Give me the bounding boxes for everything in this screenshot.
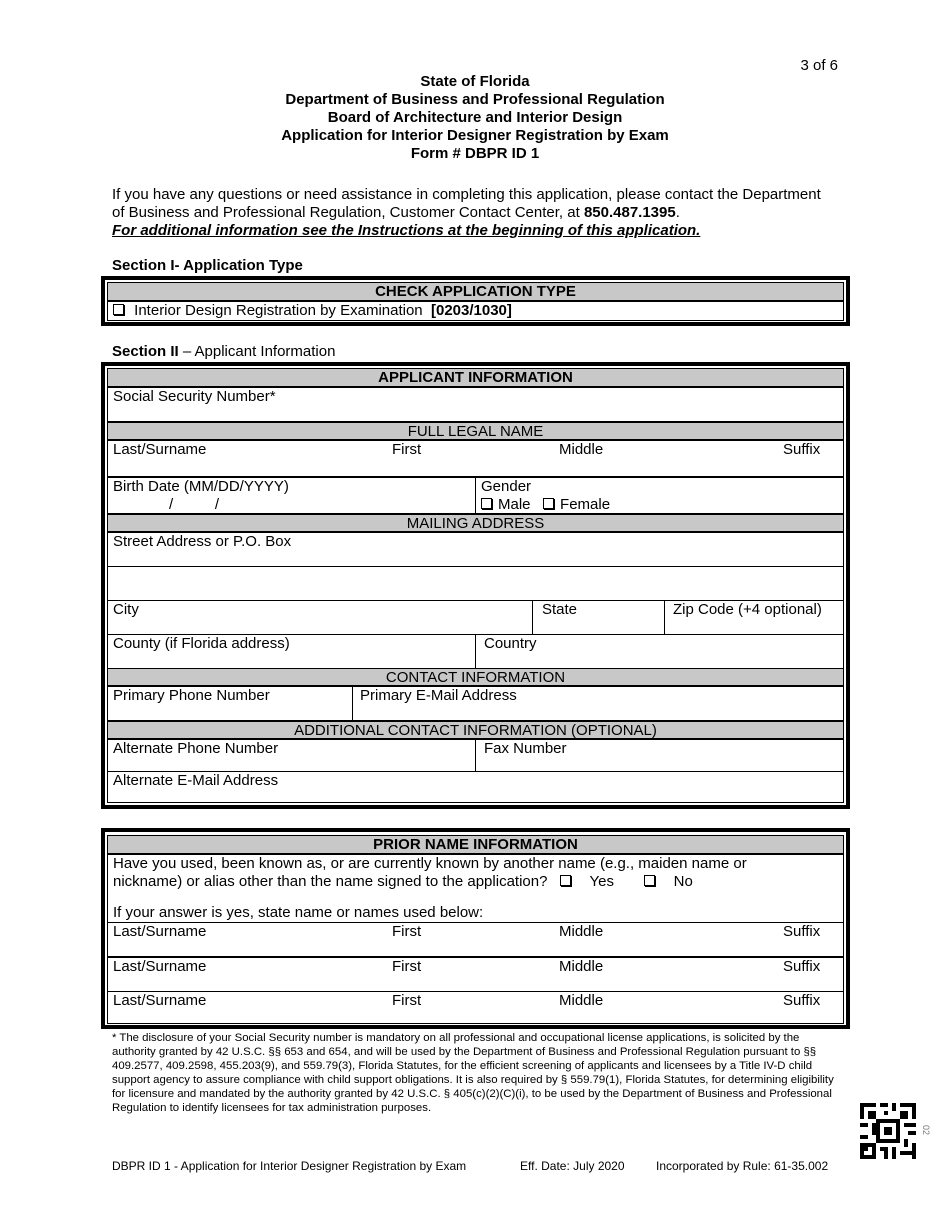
applicant-information-box	[101, 362, 850, 809]
prior-last-name-label: Last/Surname	[113, 958, 207, 975]
prior-name-instruction: If your answer is yes, state name or names used below:	[113, 904, 484, 921]
gender-male-label: Male	[498, 496, 531, 513]
ssn-label: Social Security Number*	[113, 388, 276, 405]
birth-date-field[interactable]	[107, 477, 476, 514]
ssn-field[interactable]	[107, 387, 844, 422]
prior-name-question	[107, 854, 844, 923]
form-header	[0, 73, 950, 163]
contact-phone: 850.487.1395	[583, 204, 676, 221]
gender-male-checkbox[interactable]	[481, 498, 492, 509]
full-legal-name-band: FULL LEGAL NAME	[107, 422, 844, 440]
page-number: 3 of 6	[800, 57, 838, 74]
state-label: State	[542, 601, 578, 618]
header-state: State of Florida	[420, 73, 530, 90]
header-application-title: Application for Interior Designer Registration by Exam	[281, 127, 669, 144]
prior-middle-name-label: Middle	[559, 958, 604, 975]
gender-field	[475, 477, 844, 514]
zip-code-label: Zip Code (+4 optional)	[673, 601, 822, 618]
legal-name-field[interactable]	[107, 440, 844, 477]
footer-rule: Incorporated by Rule: 61-35.002	[656, 1159, 829, 1173]
county-field[interactable]	[107, 634, 476, 669]
footer-form-title: DBPR ID 1 - Application for Interior Designer Registration by Exam	[112, 1159, 467, 1173]
application-type-code: [0203/1030]	[431, 302, 512, 319]
prior-name-row[interactable]	[107, 957, 844, 992]
barcode-code: 02	[921, 1124, 932, 1136]
street-address-line-2[interactable]	[107, 566, 844, 601]
prior-last-name-label: Last/Surname	[113, 923, 207, 940]
prior-name-yes-label: Yes	[589, 873, 614, 890]
prior-suffix-label: Suffix	[783, 958, 821, 975]
section-1-title: Section I- Application Type	[112, 257, 303, 274]
mailing-address-band: MAILING ADDRESS	[107, 514, 844, 532]
contact-information-band: CONTACT INFORMATION	[107, 668, 844, 686]
primary-phone-label: Primary Phone Number	[113, 687, 270, 704]
birth-date-slashes: / /	[169, 496, 220, 513]
prior-middle-name-label: Middle	[559, 992, 604, 1009]
prior-first-name-label: First	[392, 958, 422, 975]
section-2-title	[112, 343, 335, 360]
country-label: Country	[484, 635, 537, 652]
prior-first-name-label: First	[392, 923, 422, 940]
prior-name-no-label: No	[673, 873, 693, 890]
application-type-row	[107, 301, 844, 321]
city-label: City	[113, 601, 139, 618]
header-form-number: Form # DBPR ID 1	[410, 145, 540, 162]
fax-number-label: Fax Number	[484, 740, 567, 757]
prior-name-box	[101, 828, 850, 1029]
alternate-email-label: Alternate E-Mail Address	[113, 772, 279, 789]
prior-last-name-label: Last/Surname	[113, 992, 207, 1009]
primary-email-label: Primary E-Mail Address	[360, 687, 517, 704]
gender-female-label: Female	[560, 496, 611, 513]
header-board: Board of Architecture and Interior Design	[327, 109, 623, 126]
gender-female-checkbox[interactable]	[543, 498, 554, 509]
fax-number-field[interactable]	[475, 739, 844, 772]
primary-email-field[interactable]	[352, 686, 844, 721]
zip-code-field[interactable]	[664, 600, 844, 635]
prior-name-yes-checkbox[interactable]	[560, 875, 571, 886]
section-2-title-rest: – Applicant Information	[178, 343, 336, 360]
prior-name-no-checkbox[interactable]	[644, 875, 655, 886]
prior-middle-name-label: Middle	[559, 923, 604, 940]
prior-name-band: PRIOR NAME INFORMATION	[107, 835, 844, 854]
prior-suffix-label: Suffix	[783, 992, 821, 1009]
prior-name-question-line1: Have you used, been known as, or are currently known by another name (e.g., maiden name or	[113, 855, 747, 872]
country-field[interactable]	[475, 634, 844, 669]
state-field[interactable]	[532, 600, 665, 635]
primary-phone-field[interactable]	[107, 686, 353, 721]
suffix-label: Suffix	[783, 441, 821, 458]
application-type-label: Interior Design Registration by Examination	[134, 302, 423, 319]
interior-design-exam-checkbox[interactable]	[113, 304, 124, 315]
instructions-note: For additional information see the Instructions at the beginning of this application.	[112, 222, 701, 239]
prior-first-name-label: First	[392, 992, 422, 1009]
header-department: Department of Business and Professional Regulation	[285, 91, 665, 108]
check-application-type-band: CHECK APPLICATION TYPE	[107, 282, 844, 301]
additional-contact-band: ADDITIONAL CONTACT INFORMATION (OPTIONAL)	[107, 721, 844, 739]
street-address-label: Street Address or P.O. Box	[113, 533, 292, 550]
footer-eff-date: Eff. Date: July 2020	[520, 1159, 625, 1173]
prior-name-row[interactable]	[107, 991, 844, 1024]
gender-label: Gender	[481, 478, 532, 495]
street-address-field[interactable]	[107, 532, 844, 567]
application-type-box	[101, 276, 850, 326]
birth-date-label: Birth Date (MM/DD/YYYY)	[113, 478, 289, 495]
last-name-label: Last/Surname	[113, 441, 207, 458]
middle-name-label: Middle	[559, 441, 604, 458]
section-2-title-bold: Section II	[112, 343, 179, 360]
applicant-information-band: APPLICANT INFORMATION	[107, 368, 844, 387]
alternate-phone-field[interactable]	[107, 739, 476, 772]
prior-name-row[interactable]	[107, 922, 844, 957]
prior-suffix-label: Suffix	[783, 923, 821, 940]
first-name-label: First	[392, 441, 422, 458]
ssn-disclosure-footnote: * The disclosure of your Social Security number is mandatory on all professional and occupational license applications, is solicited by the authority granted by 42 U.S.C. §§ 653 and 654, and will be used by the Department of Business and Professional Regulation pursuant to §§ 409.2577, 409.2598, 455.203(9), and 559.79(3), Florida Statutes, for the efficient screening of applicants and licensees by a Title IV-D child support agency to assure compliance with child support obligations. It is also required by § 559.79(1), Florida Statutes, for determining eligibility for licensure and mandated by the authority granted by 42 U.S.C. § 405(c)(2)(C)(i), to be used by the Department of Business and Professional Regulation to identify licensees for tax administration purposes.	[112, 1032, 834, 1114]
city-field[interactable]	[107, 600, 533, 635]
intro-paragraph	[112, 186, 832, 240]
intro-period: .	[675, 204, 680, 221]
intro-text: If you have any questions or need assistance in completing this application, please contact the Department of Business and Professional Regulation, Customer Contact Center, at	[112, 186, 821, 221]
county-label: County (if Florida address)	[113, 635, 290, 652]
qr-code-icon	[860, 1103, 916, 1159]
prior-name-question-line2: nickname) or alias other than the name signed to the application?	[113, 873, 548, 890]
alternate-email-field[interactable]	[107, 771, 844, 803]
alternate-phone-label: Alternate Phone Number	[113, 740, 279, 757]
